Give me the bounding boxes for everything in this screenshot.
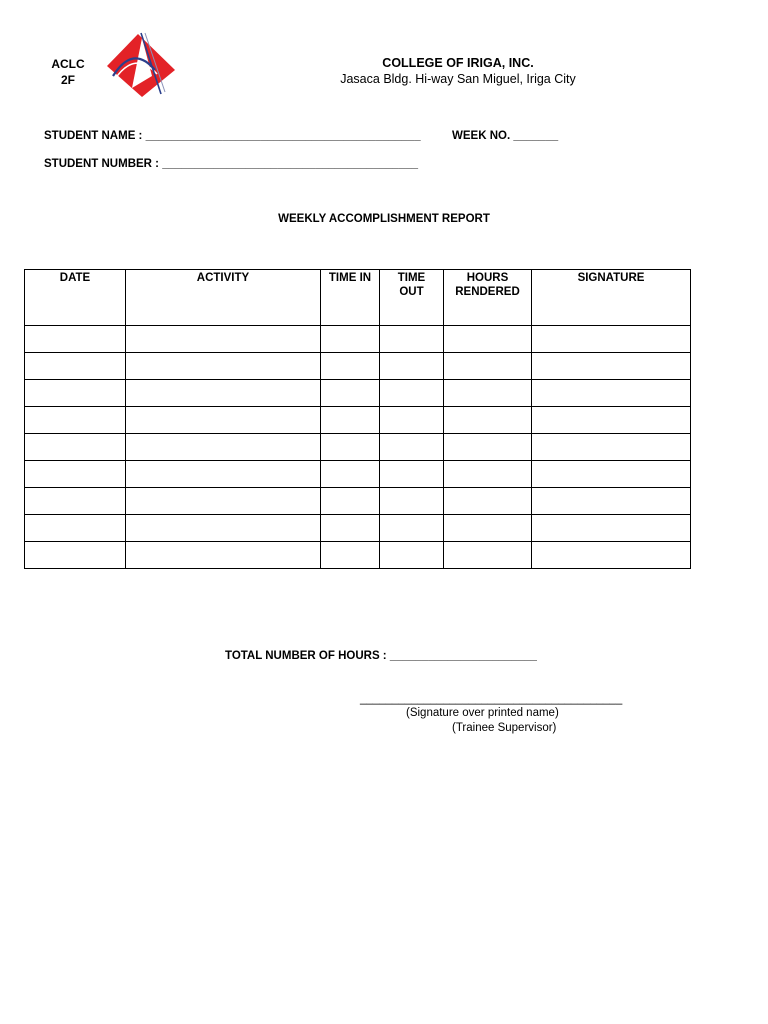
cell-hours-rendered[interactable] [444, 542, 532, 569]
table-row [25, 380, 691, 407]
cell-signature[interactable] [532, 380, 691, 407]
cell-time-in[interactable] [321, 488, 380, 515]
cell-time-in[interactable] [321, 542, 380, 569]
table-row [25, 515, 691, 542]
college-address: Jasaca Bldg. Hi-way San Miguel, Iriga City [340, 72, 576, 86]
cell-signature[interactable] [532, 488, 691, 515]
cell-time-in[interactable] [321, 515, 380, 542]
cell-time-out[interactable] [380, 407, 444, 434]
cell-activity[interactable] [126, 353, 321, 380]
cell-time-in[interactable] [321, 380, 380, 407]
code-2f: 2F [60, 73, 75, 87]
cell-date[interactable] [25, 353, 126, 380]
header-time-in: TIME IN [321, 270, 380, 326]
table-row [25, 326, 691, 353]
cell-time-in[interactable] [321, 326, 380, 353]
header-time-out [380, 270, 444, 326]
total-hours-field[interactable]: TOTAL NUMBER OF HOURS : _______________________ [225, 650, 537, 662]
header-date: DATE [25, 270, 126, 326]
cell-time-out[interactable] [380, 326, 444, 353]
cell-time-out[interactable] [380, 515, 444, 542]
cell-activity[interactable] [126, 434, 321, 461]
cell-time-out[interactable] [380, 542, 444, 569]
accomplishment-table [24, 269, 691, 569]
header-signature: SIGNATURE [532, 270, 691, 326]
table-row [25, 353, 691, 380]
cell-activity[interactable] [126, 515, 321, 542]
cell-date[interactable] [25, 434, 126, 461]
table-row [25, 488, 691, 515]
table-header-row [25, 270, 691, 326]
header-hours-line2: RENDERED [455, 286, 520, 298]
table-row [25, 542, 691, 569]
supervisor-caption: (Trainee Supervisor) [452, 722, 557, 734]
cell-activity[interactable] [126, 461, 321, 488]
cell-hours-rendered[interactable] [444, 515, 532, 542]
header-hours-rendered [444, 270, 532, 326]
week-no-field[interactable]: WEEK NO. _______ [452, 130, 559, 142]
cell-date[interactable] [25, 488, 126, 515]
cell-time-in[interactable] [321, 461, 380, 488]
cell-hours-rendered[interactable] [444, 488, 532, 515]
cell-date[interactable] [25, 461, 126, 488]
cell-time-out[interactable] [380, 461, 444, 488]
cell-signature[interactable] [532, 353, 691, 380]
cell-activity[interactable] [126, 326, 321, 353]
signature-line: _________________________________________ [360, 693, 623, 705]
cell-signature[interactable] [532, 326, 691, 353]
header-time-out-line2: OUT [399, 286, 424, 298]
cell-activity[interactable] [126, 380, 321, 407]
cell-hours-rendered[interactable] [444, 434, 532, 461]
cell-date[interactable] [25, 407, 126, 434]
cell-date[interactable] [25, 515, 126, 542]
cell-signature[interactable] [532, 407, 691, 434]
cell-time-out[interactable] [380, 434, 444, 461]
cell-activity[interactable] [126, 488, 321, 515]
cell-hours-rendered[interactable] [444, 353, 532, 380]
cell-time-in[interactable] [321, 407, 380, 434]
cell-hours-rendered[interactable] [444, 461, 532, 488]
cell-date[interactable] [25, 542, 126, 569]
header-time-out-line1: TIME [397, 272, 426, 284]
cell-signature[interactable] [532, 515, 691, 542]
college-name: COLLEGE OF IRIGA, INC. [382, 56, 534, 70]
cell-time-in[interactable] [321, 353, 380, 380]
table-row [25, 434, 691, 461]
cell-signature[interactable] [532, 434, 691, 461]
student-number-field[interactable]: STUDENT NUMBER : ________________________________________ [44, 158, 419, 170]
header-activity: ACTIVITY [126, 270, 321, 326]
cell-date[interactable] [25, 326, 126, 353]
cell-signature[interactable] [532, 461, 691, 488]
aclc-logo-icon [105, 30, 180, 105]
code-aclc: ACLC [51, 57, 85, 71]
signature-caption: (Signature over printed name) [406, 707, 559, 719]
cell-hours-rendered[interactable] [444, 380, 532, 407]
cell-activity[interactable] [126, 407, 321, 434]
cell-hours-rendered[interactable] [444, 407, 532, 434]
student-name-field[interactable]: STUDENT NAME : ___________________________________________ [44, 130, 421, 142]
table-row [25, 461, 691, 488]
cell-time-out[interactable] [380, 353, 444, 380]
cell-hours-rendered[interactable] [444, 326, 532, 353]
cell-time-in[interactable] [321, 434, 380, 461]
header-hours-line1: HOURS [466, 272, 509, 284]
table-body [25, 326, 691, 569]
cell-activity[interactable] [126, 542, 321, 569]
table-row [25, 407, 691, 434]
cell-signature[interactable] [532, 542, 691, 569]
report-title: WEEKLY ACCOMPLISHMENT REPORT [278, 213, 490, 225]
cell-time-out[interactable] [380, 488, 444, 515]
cell-date[interactable] [25, 380, 126, 407]
cell-time-out[interactable] [380, 380, 444, 407]
